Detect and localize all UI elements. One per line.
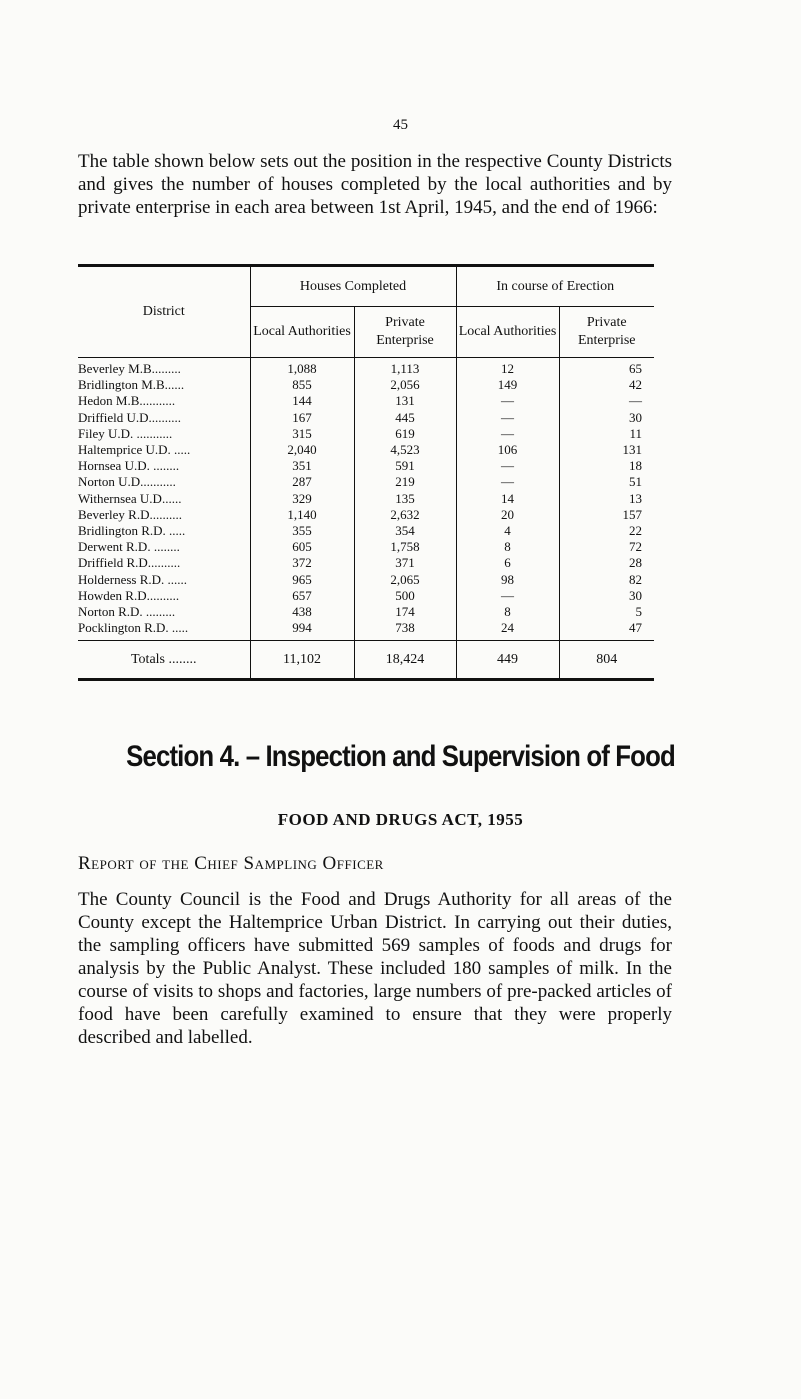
totals-hc-pe: 18,424 [354, 641, 456, 679]
hc-pe-cell: 219 [354, 474, 456, 490]
table-row [78, 410, 654, 426]
ie-la-cell: 4 [456, 523, 559, 539]
hc-pe-cell: 135 [354, 491, 456, 507]
hc-pe-cell: 1,758 [354, 539, 456, 555]
ie-pe-cell: 47 [559, 620, 654, 641]
ie-pe-cell: 72 [559, 539, 654, 555]
district-cell: Filey U.D. ........... [78, 425, 173, 441]
hc-local-authorities-header: Local Authorities [250, 307, 354, 358]
hc-la-cell: 1,088 [250, 358, 354, 378]
table-row [78, 377, 654, 393]
hc-pe-cell: 371 [354, 555, 456, 571]
ie-la-cell: 14 [456, 491, 559, 507]
ie-pe-cell: 65 [559, 358, 654, 378]
table-row [78, 507, 654, 523]
district-cell: Beverley M.B......... [78, 361, 181, 377]
totals-hc-la: 11,102 [250, 641, 354, 679]
ie-la-cell: 8 [456, 604, 559, 620]
district-cell: Pocklington R.D. ..... [78, 620, 189, 636]
hc-la-cell: 351 [250, 458, 354, 474]
district-cell: Withernsea U.D...... [78, 490, 182, 506]
district-cell: Norton R.D. ......... [78, 603, 176, 619]
table-row [78, 393, 654, 409]
ie-la-cell: — [456, 393, 559, 409]
hc-la-cell: 329 [250, 491, 354, 507]
table-row [78, 458, 654, 474]
ie-pe-cell: 82 [559, 571, 654, 587]
table-row [78, 588, 654, 604]
ie-la-cell: — [456, 458, 559, 474]
hc-pe-cell: 619 [354, 426, 456, 442]
hc-la-cell: 657 [250, 588, 354, 604]
table-row [78, 491, 654, 507]
ie-la-cell: — [456, 426, 559, 442]
hc-pe-cell: 591 [354, 458, 456, 474]
ie-la-cell: — [456, 474, 559, 490]
district-cell: Driffield U.D.......... [78, 409, 182, 425]
hc-la-cell: 438 [250, 604, 354, 620]
ie-la-cell: 98 [456, 571, 559, 587]
houses-completed-header: Houses Completed [250, 267, 456, 307]
hc-pe-cell: 4,523 [354, 442, 456, 458]
hc-pe-cell: 131 [354, 393, 456, 409]
report-heading: Report of the Chief Sampling Officer [78, 853, 384, 874]
district-cell: Beverley R.D.......... [78, 506, 182, 522]
table-row [78, 442, 654, 458]
hc-pe-cell: 174 [354, 604, 456, 620]
ie-la-cell: — [456, 410, 559, 426]
table-bottom-rule [78, 678, 654, 681]
totals-row [78, 641, 654, 679]
ie-la-cell: 106 [456, 442, 559, 458]
ie-pe-cell: 30 [559, 410, 654, 426]
district-cell: Norton U.D........... [78, 474, 176, 490]
ie-pe-cell: — [559, 393, 654, 409]
totals-label: Totals ........ [78, 641, 250, 679]
table-row [78, 426, 654, 442]
district-cell: Bridlington M.B...... [78, 377, 185, 393]
table-row [78, 571, 654, 587]
ie-la-cell: 6 [456, 555, 559, 571]
housing-table [78, 264, 654, 681]
ie-pe-cell: 131 [559, 442, 654, 458]
hc-pe-cell: 738 [354, 620, 456, 641]
hc-la-cell: 315 [250, 426, 354, 442]
hc-la-cell: 287 [250, 474, 354, 490]
table-row [78, 604, 654, 620]
hc-la-cell: 605 [250, 539, 354, 555]
district-cell: Bridlington R.D. ..... [78, 522, 186, 538]
section-title: Section 4. – Inspection and Supervision of Food [126, 740, 675, 773]
hc-la-cell: 965 [250, 571, 354, 587]
hc-pe-cell: 2,632 [354, 507, 456, 523]
hc-la-cell: 994 [250, 620, 354, 641]
ie-pe-cell: 18 [559, 458, 654, 474]
body-paragraph: The County Council is the Food and Drugs Authority for all areas of the County except the Haltemprice Urban District. In carrying out their duties, the sampling officers have submitted 569 samples of foods and drugs for analysis by the Public Analyst. These included 180 samples of milk. In the course of visits to shops and factories, large numbers of pre-packed articles of food have been carefully examined to ensure that they were properly described and labelled. [78, 889, 672, 1048]
ie-la-cell: 8 [456, 539, 559, 555]
in-course-of-erection-header: In course of Erection [456, 267, 654, 307]
district-cell: Hornsea U.D. ........ [78, 458, 180, 474]
district-cell: Derwent R.D. ........ [78, 539, 180, 555]
ie-local-authorities-header: Local Authorities [456, 307, 559, 358]
hc-private-enterprise-header: Private Enterprise [354, 307, 456, 358]
intro-paragraph: The table shown below sets out the position in the respective County Districts and gives the number of houses completed by the local authorities and by private enterprise in each area between 1st April, 1945, and the end of 1966: [78, 151, 672, 218]
district-cell: Howden R.D.......... [78, 587, 180, 603]
table-body [78, 358, 654, 641]
hc-la-cell: 855 [250, 377, 354, 393]
ie-pe-cell: 51 [559, 474, 654, 490]
district-cell: Driffield R.D.......... [78, 555, 181, 571]
ie-la-cell: 149 [456, 377, 559, 393]
district-cell: Haltemprice U.D. ..... [78, 442, 191, 458]
ie-la-cell: 20 [456, 507, 559, 523]
ie-pe-cell: 42 [559, 377, 654, 393]
ie-pe-cell: 30 [559, 588, 654, 604]
table-row [78, 358, 654, 378]
ie-la-cell: — [456, 588, 559, 604]
act-subtitle: FOOD AND DRUGS ACT, 1955 [277, 810, 524, 829]
hc-pe-cell: 2,065 [354, 571, 456, 587]
hc-la-cell: 372 [250, 555, 354, 571]
ie-la-cell: 12 [456, 358, 559, 378]
ie-private-enterprise-header: Private Enterprise [559, 307, 654, 358]
hc-la-cell: 144 [250, 393, 354, 409]
totals-ie-la: 449 [456, 641, 559, 679]
hc-pe-cell: 2,056 [354, 377, 456, 393]
ie-pe-cell: 28 [559, 555, 654, 571]
table-row [78, 523, 654, 539]
table-row [78, 555, 654, 571]
ie-pe-cell: 5 [559, 604, 654, 620]
hc-la-cell: 167 [250, 410, 354, 426]
district-cell: Hedon M.B........... [78, 393, 176, 409]
ie-pe-cell: 11 [559, 426, 654, 442]
hc-pe-cell: 445 [354, 410, 456, 426]
page-number: 45 [393, 117, 408, 133]
district-header: District [142, 304, 185, 319]
totals-ie-pe: 804 [559, 641, 654, 679]
ie-pe-cell: 22 [559, 523, 654, 539]
hc-pe-cell: 1,113 [354, 358, 456, 378]
ie-pe-cell: 157 [559, 507, 654, 523]
district-cell: Holderness R.D. ...... [78, 571, 188, 587]
hc-la-cell: 2,040 [250, 442, 354, 458]
hc-pe-cell: 500 [354, 588, 456, 604]
table-row [78, 620, 654, 641]
ie-pe-cell: 13 [559, 491, 654, 507]
table-row [78, 474, 654, 490]
ie-la-cell: 24 [456, 620, 559, 641]
hc-la-cell: 1,140 [250, 507, 354, 523]
hc-la-cell: 355 [250, 523, 354, 539]
table-row [78, 539, 654, 555]
hc-pe-cell: 354 [354, 523, 456, 539]
